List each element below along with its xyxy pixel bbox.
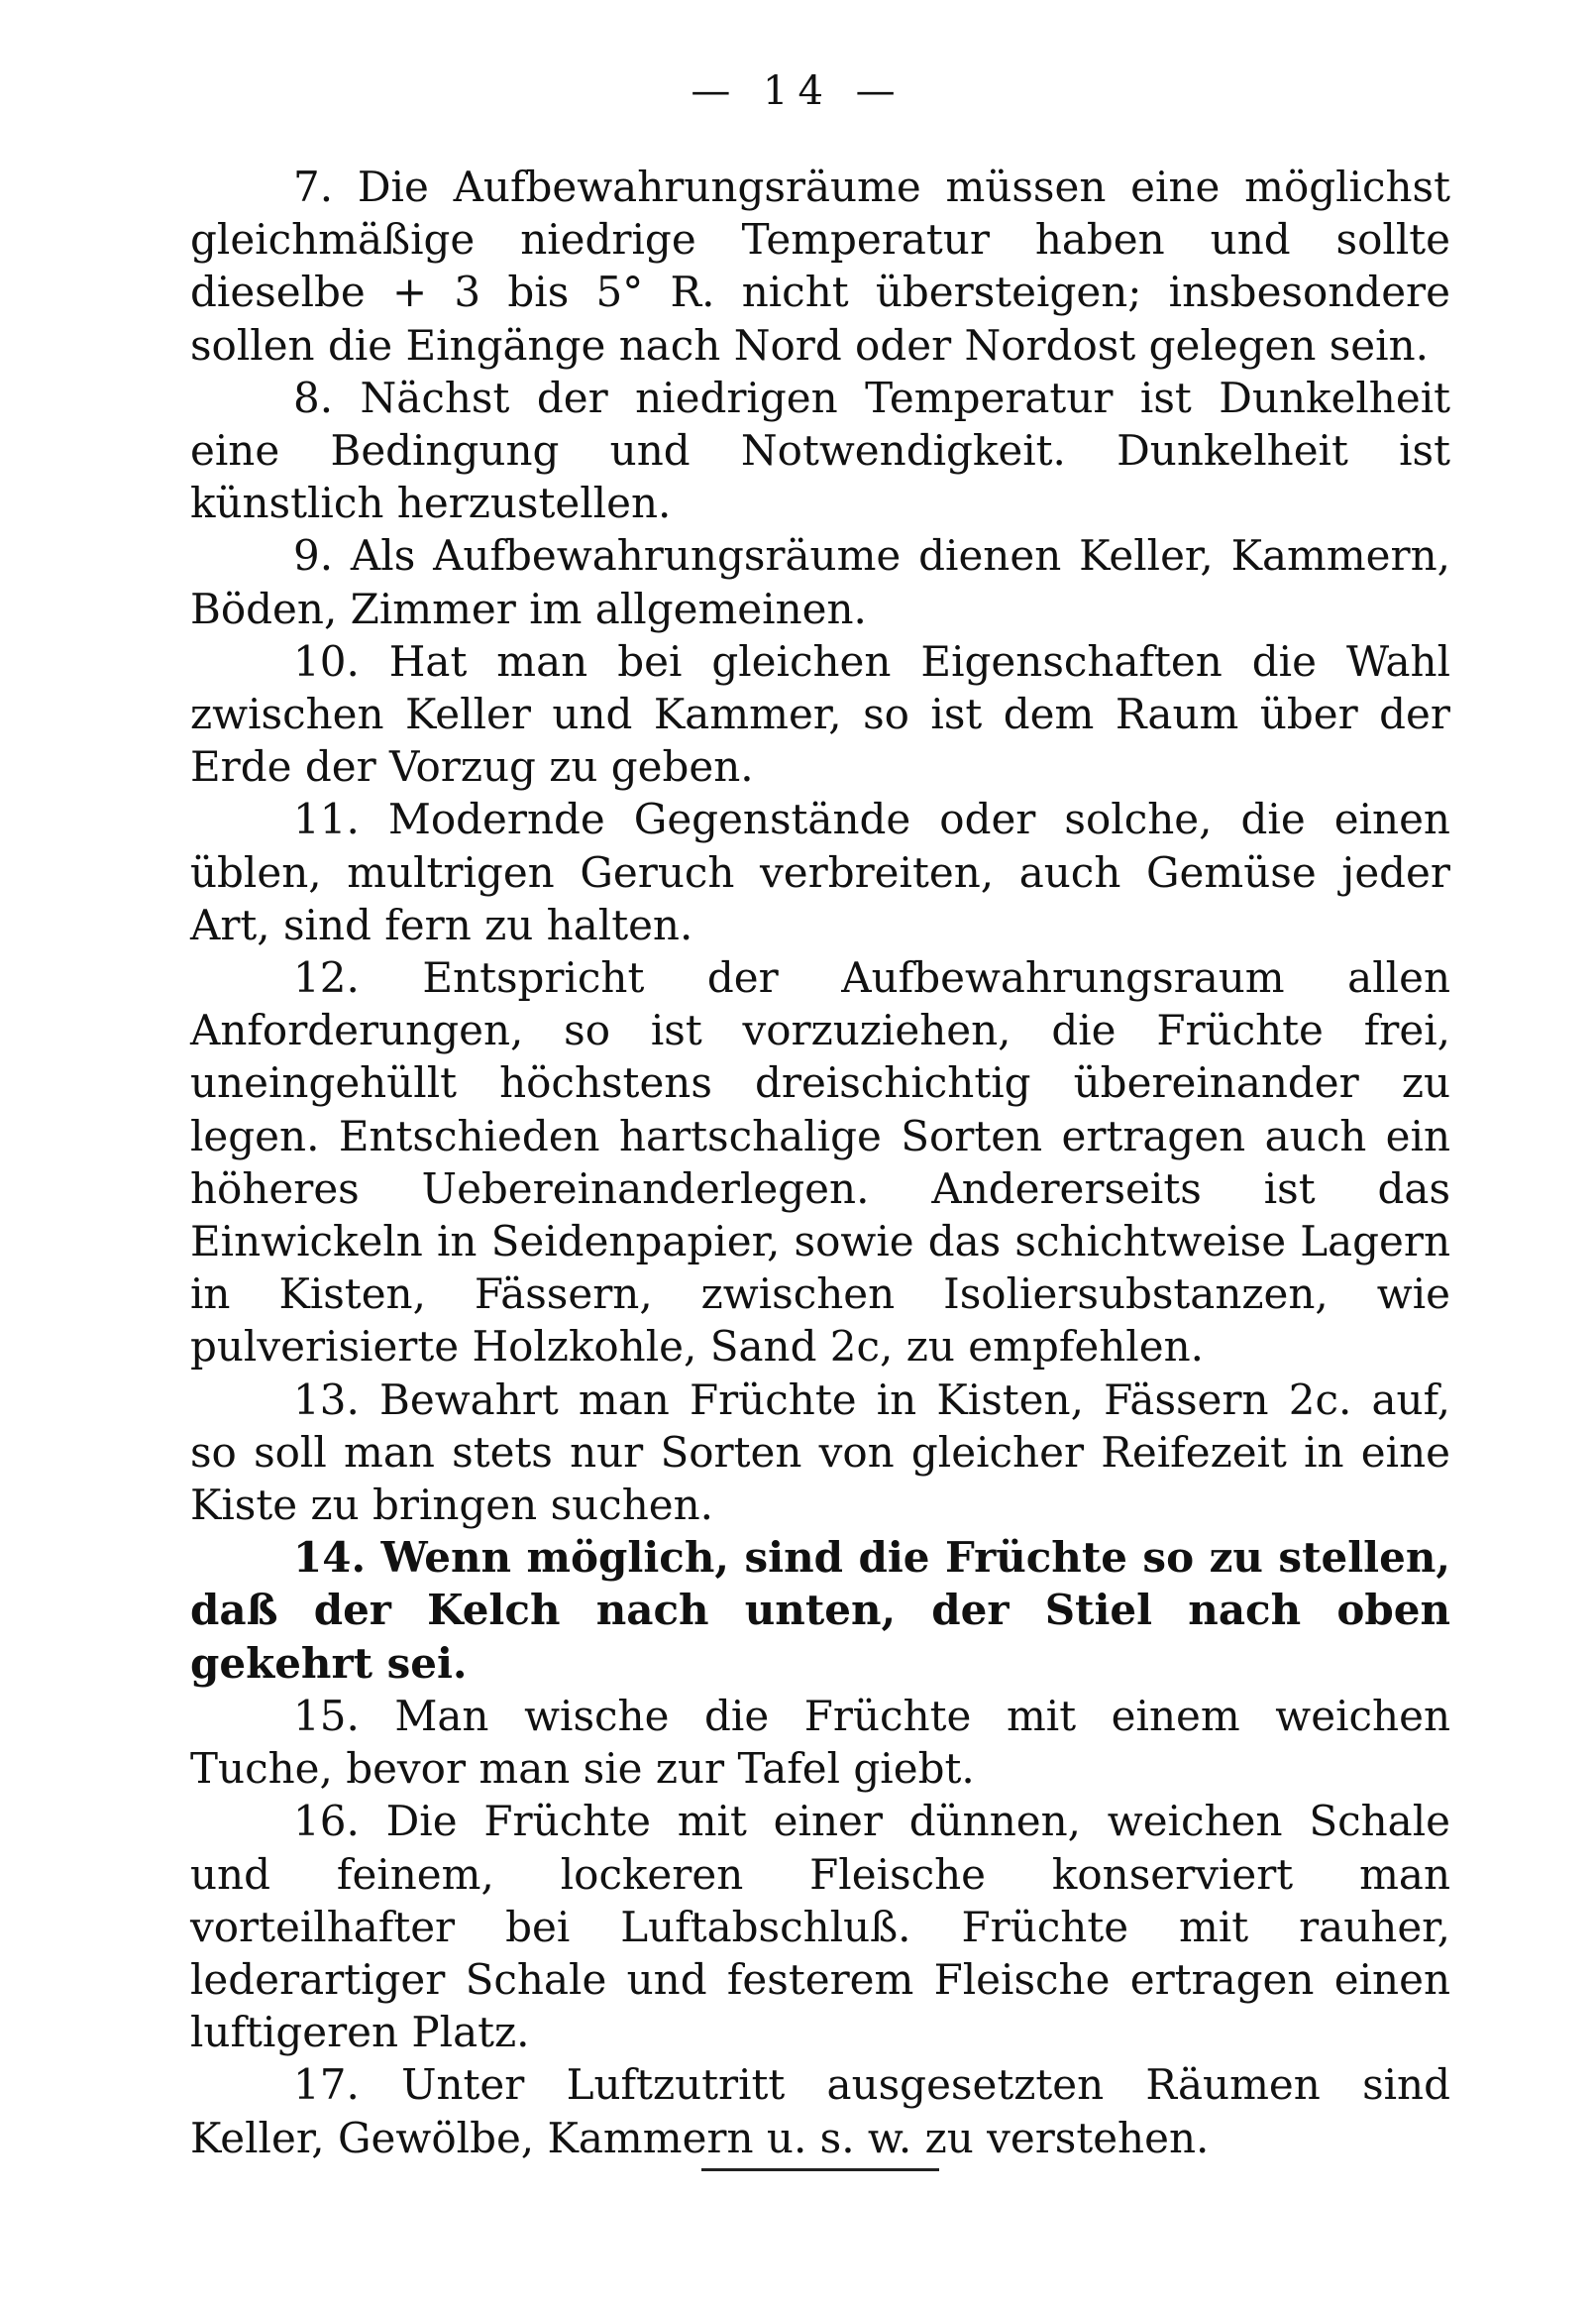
paragraph-9: 9. Als Aufbewahrungsräume dienen Keller, Kammern, Böden, Zimmer im allgemeinen. (190, 531, 1450, 633)
body-text (190, 161, 1450, 2164)
paragraph-7: 7. Die Aufbewahrungsräume müssen eine möglichst gleichmäßige niedrige Temperatur haben und sollte dieselbe + 3 bis 5° R. nicht übersteigen; insbesondere sollen die Eingänge nach Nord oder Nordost gelegen sein. (190, 163, 1450, 370)
paragraph-8: 8. Nächst der niedrigen Temperatur ist Dunkelheit eine Bedingung und Notwendigkeit. Dunkelheit ist künstlich herzustellen. (190, 373, 1450, 528)
paragraph-10: 10. Hat man bei gleichen Eigenschaften die Wahl zwischen Keller und Kammer, so ist dem Raum über der Erde der Vorzug zu geben. (190, 636, 1450, 792)
paragraph-15: 15. Man wische die Früchte mit einem weichen Tuche, bevor man sie zur Tafel giebt. (190, 1691, 1450, 1794)
paragraph-11: 11. Modernde Gegenstände oder solche, die einen üblen, multrigen Geruch verbreiten, auch Gemüse jeder Art, sind fern zu halten. (190, 795, 1450, 949)
paragraph-13: 13. Bewahrt man Früchte in Kisten, Fässern 2c. auf, so soll man stets nur Sorten von gleicher Reifezeit in eine Kiste zu bringen suchen. (190, 1374, 1450, 1530)
bottom-divider-rule (701, 2168, 939, 2171)
page-number: — 14 — (691, 68, 905, 114)
paragraph-17: 17. Unter Luftzutritt ausgesetzten Räumen sind Keller, Gewölbe, Kammern u. s. w. zu verstehen. (190, 2060, 1450, 2162)
paragraph-12: 12. Entspricht der Aufbewahrungsraum allen Anforderungen, so ist vorzuziehen, die Früchte frei, uneingehüllt höchstens dreischichtig übereinander zu legen. Entschieden hartschalige Sorten ertragen auch ein höheres Uebereinanderlegen. Andererseits ist das Einwickeln in Seidenpapier, sowie das schichtweise Lagern in Kisten, Fässern, zwischen Isoliersubstanzen, wie pulverisierte Holzkohle, Sand 2c, zu empfehlen. (190, 953, 1450, 1372)
paragraph-14: 14. Wenn möglich, sind die Früchte so zu stellen, daß der Kelch nach unten, der Stiel nach oben gekehrt sei. (190, 1533, 1450, 1688)
paragraph-16: 16. Die Früchte mit einer dünnen, weichen Schale und feinem, lockeren Fleische konserviert man vorteilhafter bei Luftabschluß. Früchte mit rauher, lederartiger Schale und festerem Fleische ertragen einen luftigeren Platz. (190, 1797, 1450, 2057)
